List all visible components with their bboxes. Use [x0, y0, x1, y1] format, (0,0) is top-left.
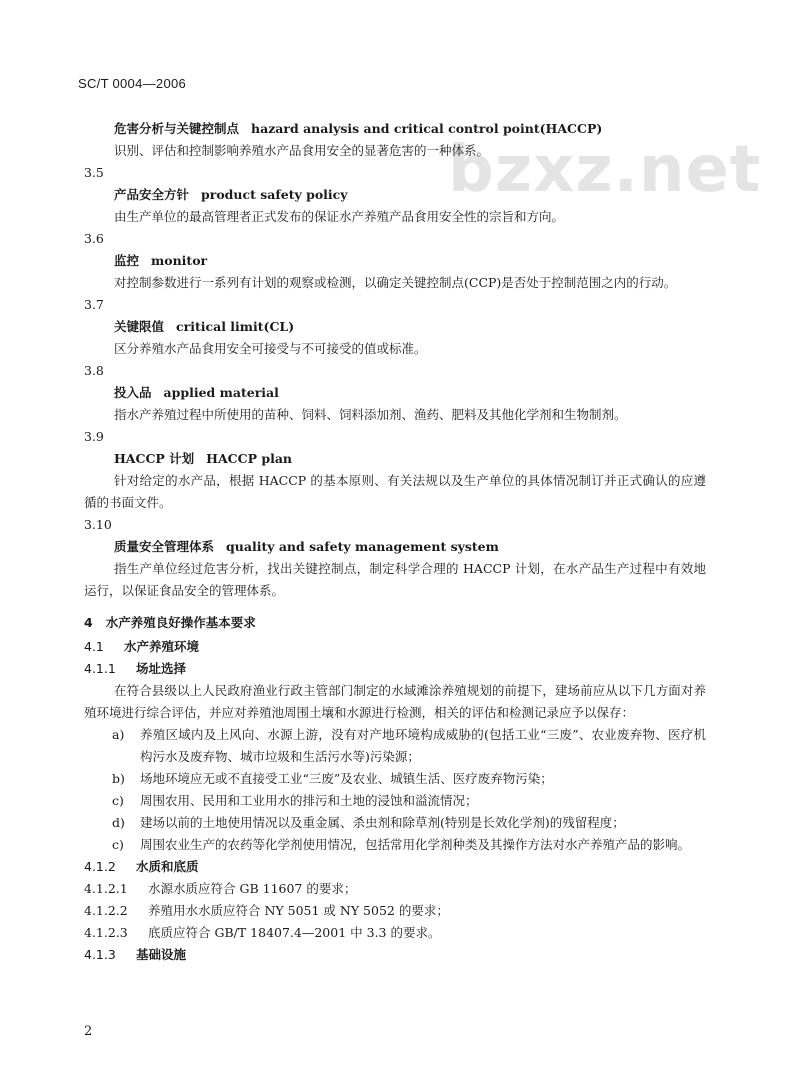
term-definition: 区分养殖水产品食用安全可接受与不可接受的值或标准。: [114, 341, 427, 356]
term-entry: [84, 360, 706, 426]
term-zh: 投入品: [114, 385, 152, 400]
term-heading: [114, 118, 706, 140]
section-number: 3.5: [84, 165, 104, 180]
chapter-heading: [84, 612, 706, 634]
term-heading: [114, 382, 706, 404]
term-definition: 指水产养殖过程中所使用的苗种、饲料、饲料添加剂、渔药、肥料及其他化学剂和生物制剂。: [114, 407, 627, 422]
term-en: critical limit(CL): [176, 319, 295, 334]
section-number: 3.7: [84, 297, 104, 312]
term-zh: 关键限值: [114, 319, 165, 334]
term-en: monitor: [151, 253, 208, 268]
clause: [84, 900, 706, 922]
clause-text: 养殖用水水质应符合 NY 5051 或 NY 5052 的要求；: [148, 903, 449, 918]
watermark: bzxz.net: [448, 133, 762, 207]
list-item: [84, 724, 706, 768]
list-marker: b): [112, 771, 125, 786]
term-zh: 质量安全管理体系: [114, 539, 215, 554]
subsection-heading: [84, 944, 706, 966]
list-item-text: 场地环境应无或不直接受工业“三废”及农业、城镇生活、医疗废弃物污染；: [140, 771, 553, 786]
term-en: product safety policy: [201, 187, 348, 202]
subsection-heading: [84, 856, 706, 878]
list-item: [84, 834, 706, 856]
list-marker: d): [112, 815, 125, 830]
term-entry: [84, 228, 706, 294]
term-heading: [114, 448, 706, 470]
term-zh: HACCP 计划: [114, 451, 195, 466]
term-entry: [84, 294, 706, 360]
list-item-text: 养殖区域内及上风向、水源上游，没有对产地环境构成威胁的(包括工业“三废”、农业废弃物、医疗机构污水及废弃物、城市垃圾和生活污水等)污染源；: [140, 727, 706, 764]
clause: [84, 922, 706, 944]
clause-text: 底质应符合 GB/T 18407.4—2001 中 3.3 的要求。: [148, 925, 441, 940]
term-heading: [114, 250, 706, 272]
subsection-title: 水产养殖环境: [124, 639, 200, 654]
term-entry: [84, 514, 706, 602]
document-body: [84, 118, 706, 966]
subsection-number: 4.1.1: [84, 661, 116, 676]
list-item: [84, 812, 706, 834]
term-definition: 指生产单位经过危害分析，找出关键控制点，制定科学合理的 HACCP 计划，在水产品生产过程中有效地运行，以保证食品安全的管理体系。: [84, 561, 706, 598]
list-item: [84, 768, 706, 790]
subsection-title: 场址选择: [136, 661, 187, 676]
chapter-title: 水产养殖良好操作基本要求: [105, 615, 256, 630]
chapter-number: 4: [84, 615, 93, 630]
list-marker: a): [112, 727, 125, 742]
subsection-heading: [84, 636, 706, 658]
term-en: hazard analysis and critical control point(HACCP): [251, 121, 603, 136]
document-code: SC/T 0004—2006: [78, 76, 187, 91]
subsection-title: 水质和底质: [136, 859, 199, 874]
term-definition: 针对给定的水产品，根据 HACCP 的基本原则、有关法规以及生产单位的具体情况制订并正式确认的应遵循的书面文件。: [84, 473, 706, 510]
subsection-title: 基础设施: [136, 947, 187, 962]
section-number: 3.9: [84, 429, 104, 444]
term-heading: [114, 316, 706, 338]
subsection-heading: [84, 658, 706, 680]
subsection-number: 4.1: [84, 639, 104, 654]
list-marker: c): [112, 837, 124, 852]
term-entry: [84, 118, 706, 162]
list-marker: c): [112, 793, 124, 808]
term-definition: 由生产单位的最高管理者正式发布的保证水产养殖产品食用安全性的宗旨和方向。: [114, 209, 565, 224]
term-heading: [114, 536, 706, 558]
term-definition: 对控制参数进行一系列有计划的观察或检测，以确定关键控制点(CCP)是否处于控制范围之内的行动。: [114, 275, 677, 290]
term-zh: 产品安全方针: [114, 187, 190, 202]
section-number: 3.8: [84, 363, 104, 378]
clause: [84, 878, 706, 900]
page-number: 2: [84, 1024, 93, 1039]
clause-text: 水源水质应符合 GB 11607 的要求；: [148, 881, 357, 896]
list-item-text: 建场以前的土地使用情况以及重金属、杀虫剂和除草剂(特别是长效化学剂)的残留程度；: [140, 815, 625, 830]
term-en: applied material: [163, 385, 279, 400]
term-zh: 危害分析与关键控制点: [114, 121, 240, 136]
clause-number: 4.1.2.3: [84, 925, 128, 940]
subsection-number: 4.1.2: [84, 859, 116, 874]
term-entry: [84, 426, 706, 514]
section-number: 3.10: [84, 517, 112, 532]
list-item-text: 周围农业生产的农药等化学剂使用情况，包括常用化学剂种类及其操作方法对水产养殖产品的影响。: [140, 837, 691, 852]
subsection-number: 4.1.3: [84, 947, 116, 962]
term-definition: 识别、评估和控制影响养殖水产品食用安全的显著危害的一种体系。: [114, 143, 490, 158]
term-zh: 监控: [114, 253, 140, 268]
term-en: HACCP plan: [206, 451, 293, 466]
term-en: quality and safety management system: [226, 539, 499, 554]
requirement-list: [84, 724, 706, 856]
list-item-text: 周围农用、民用和工业用水的排污和土地的浸蚀和溢流情况；: [140, 793, 478, 808]
term-entry: [84, 162, 706, 228]
term-heading: [114, 184, 706, 206]
clause-number: 4.1.2.1: [84, 881, 128, 896]
section-number: 3.6: [84, 231, 104, 246]
clause-number: 4.1.2.2: [84, 903, 128, 918]
list-item: [84, 790, 706, 812]
paragraph: 在符合县级以上人民政府渔业行政主管部门制定的水域滩涂养殖规划的前提下，建场前应从以下几方面对养殖环境进行综合评估，并应对养殖池周围土壤和水源进行检测，相关的评估和检测记录应予以保存：: [84, 683, 706, 720]
